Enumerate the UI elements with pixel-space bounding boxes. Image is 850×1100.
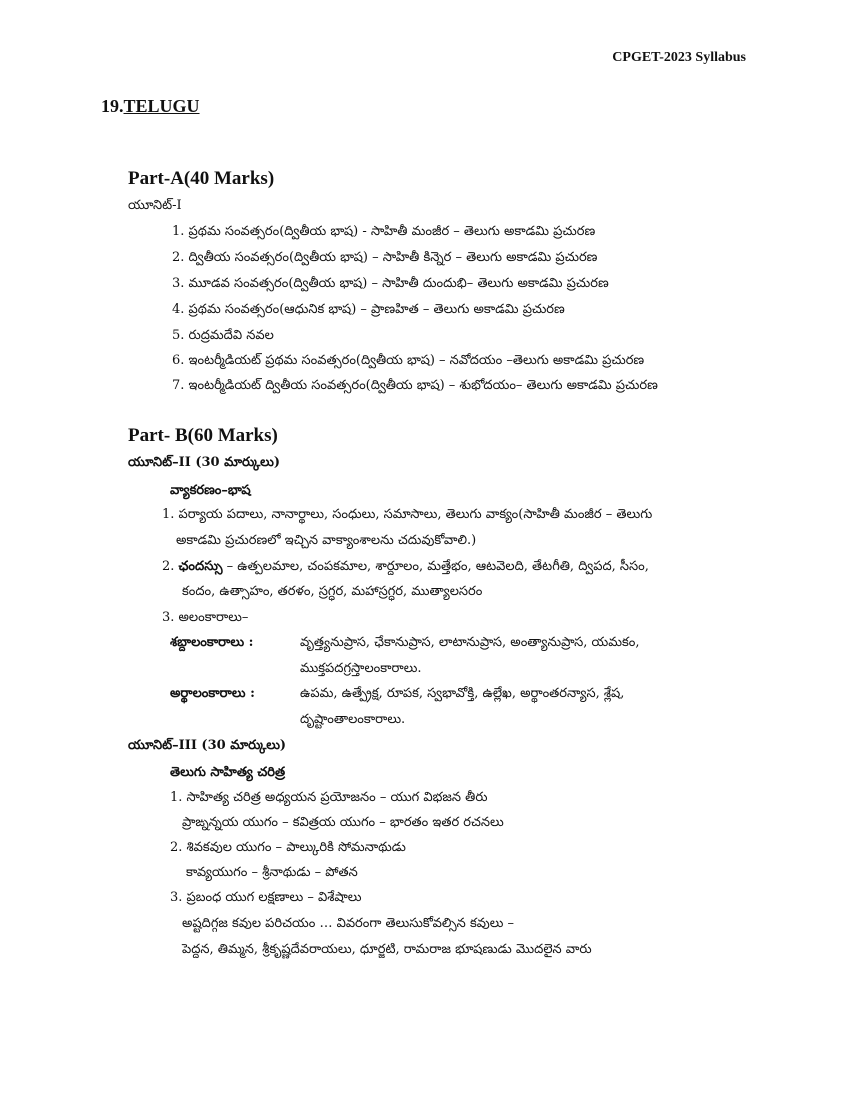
grammar-item-2-number: 2. (162, 559, 175, 574)
part-a-item: 6. ఇంటర్మీడియట్ ప్రథమ సంవత్సరం(ద్వితీయ భాష) – నవోదయం –తెలుగు అకాడమి ప్రచురణ (172, 353, 645, 368)
part-a-unit-label: యూనిట్-I (128, 198, 182, 213)
shabdalankara-list: వృత్త్యనుప్రాస, ఛేకానుప్రాస, లాటానుప్రాస, అంత్యానుప్రాస, యమకం, (300, 635, 640, 650)
subject-number: 19. (101, 96, 124, 116)
history-line: అష్టదిగ్గజ కవుల పరిచయం … వివరంగా తెలుసుకోవల్సిన కవులు – (182, 916, 515, 931)
grammar-item-1-cont: అకాడమి ప్రచురణలో ఇచ్చిన వాక్యాంశాలను చదువుకోవాలి.) (176, 533, 477, 548)
history-line: 1. సాహిత్య చరిత్ర అధ్యయన ప్రయోజనం – యుగ విభజన తీరు (170, 790, 488, 805)
subject-name: TELUGU (123, 96, 200, 116)
grammar-item-3: 3. అలంకారాలు– (162, 610, 249, 625)
unit-2-heading: వ్యాకరణం–భాష (170, 483, 251, 498)
subject-heading (101, 96, 200, 117)
history-line: 2. శివకవుల యుగం – పాల్కురికి సోమనాథుడు (170, 840, 406, 855)
part-a-title: Part-A(40 Marks) (128, 168, 275, 189)
history-line: 3. ప్రబంధ యుగ లక్షణాలు – విశేషాలు (170, 890, 362, 905)
part-a-item: 5. రుద్రమదేవి నవల (172, 328, 274, 343)
unit-3-heading: తెలుగు సాహిత్య చరిత్ర (170, 765, 286, 780)
arthalankara-label: అర్థాలంకారాలు : (170, 686, 255, 701)
chandassu-label: ఛందస్సు (178, 559, 223, 574)
grammar-item-2 (162, 559, 649, 577)
chandassu-list: – ఉత్పలమాల, చంపకమాల, శార్దూలం, మత్తేభం, ఆటవెలది, తేటగీతి, ద్విపద, సీసం, (222, 559, 649, 574)
arthalankara-list: ఉపమ, ఉత్ప్రేక్ష, రూపక, స్వభావోక్తి, ఉల్లేఖ, అర్థాంతరన్యాస, శ్లేష, (300, 686, 625, 701)
document-header: CPGET-2023 Syllabus (612, 50, 746, 65)
history-line: ప్రాఙ్నన్నయ యుగం – కవిత్రయ యుగం – భారతం ఇతర రచనలు (182, 815, 504, 830)
arthalankara-list-cont: దృష్టాంతాలంకారాలు. (300, 712, 406, 727)
grammar-item-1: 1. పర్యాయ పదాలు, నానార్థాలు, సంధులు, సమాసాలు, తెలుగు వాక్యం(సాహితీ మంజీర – తెలుగు (162, 507, 653, 522)
shabdalankara-label: శబ్దాలంకారాలు : (170, 635, 254, 650)
part-a-item: 7. ఇంటర్మీడియట్ ద్వితీయ సంవత్సరం(ద్వితీయ భాష) – శుభోదయం– తెలుగు అకాడమి ప్రచురణ (172, 378, 658, 393)
part-a-item: 3. మూడవ సంవత్సరం(ద్వితీయ భాష) – సాహితీ దుందుభి– తెలుగు అకాడమి ప్రచురణ (172, 276, 609, 291)
shabdalankara-list-cont: ముక్తపదగ్రస్తాలంకారాలు. (300, 661, 422, 676)
part-b-title: Part- B(60 Marks) (128, 425, 278, 446)
unit-2-label: యూనిట్–II (30 మార్కులు) (128, 455, 281, 470)
history-line: కావ్యయుగం – శ్రీనాథుడు – పోతన (186, 865, 358, 880)
grammar-item-2-cont: కందం, ఉత్సాహం, తరళం, స్రగ్ధర, మహాస్రగ్ధర, ముత్యాలసరం (182, 584, 483, 599)
unit-3-label: యూనిట్–III (30 మార్కులు) (128, 738, 287, 753)
part-a-item: 2. ద్వితీయ సంవత్సరం(ద్వితీయ భాష) – సాహితీ కిన్నెర – తెలుగు అకాడమి ప్రచురణ (172, 250, 598, 265)
part-a-item: 4. ప్రథమ సంవత్సరం(ఆధునిక భాష) – ప్రాణహిత – తెలుగు అకాడమి ప్రచురణ (172, 302, 565, 317)
history-line: పెద్దన, తిమ్మన, శ్రీకృష్ణదేవరాయలు, ధూర్జటి, రామరాజ భూషణుడు మొదలైన వారు (182, 942, 592, 957)
part-a-item: 1. ప్రథమ సంవత్సరం(ద్వితీయ భాష) - సాహితీ మంజీర – తెలుగు అకాడమి ప్రచురణ (172, 224, 596, 239)
